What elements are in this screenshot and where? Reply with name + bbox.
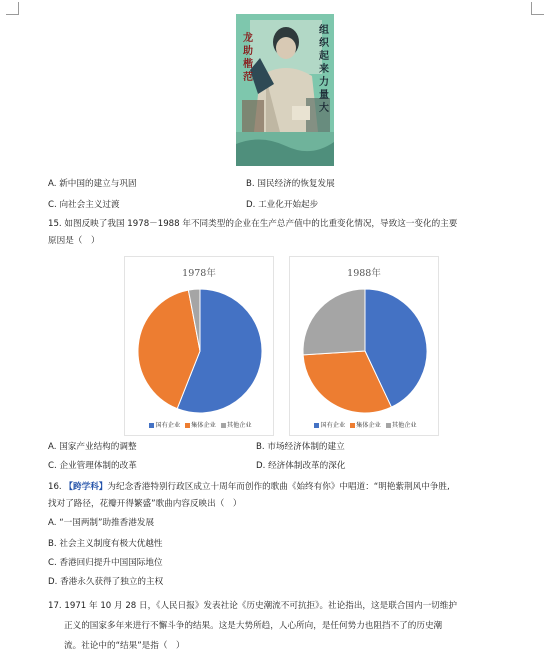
legend-swatch-other — [221, 423, 226, 428]
legend-label-collective: 集体企业 — [356, 422, 381, 429]
legend-label-state: 国有企业 — [155, 422, 181, 429]
legend-label-collective: 集体企业 — [191, 422, 216, 429]
chart-title-1978: 1978年 — [182, 268, 216, 279]
q16-option-c: C. 香港回归提升中国国际地位 — [48, 558, 163, 568]
legend-swatch-collective — [350, 423, 355, 428]
q17-stem-line1: 17. 1971 年 10 月 28 日，《人民日报》发表社论《历史潮流不可抗拒》。社论指出，这是联合国内一切维护 — [48, 601, 457, 611]
chart-1978 — [124, 256, 274, 436]
q14-option-b: B. 国民经济的恢复发展 — [246, 179, 335, 189]
legend-swatch-other — [386, 423, 391, 428]
q17-stem-line2: 正义的国家多年来进行不懈斗争的结果。这是大势所趋，人心所向，是任何势力也阻挡不了的历史潮 — [64, 621, 443, 631]
q16-number: 16. — [48, 482, 62, 492]
legend-swatch-state — [149, 423, 154, 428]
q16-tag: 【跨学科】 — [64, 482, 108, 492]
pie-slice-other — [303, 289, 365, 355]
q16-option-d: D. 香港永久获得了独立的主权 — [48, 577, 164, 587]
legend-label-other: 其他企业 — [391, 422, 417, 429]
crop-mark-top-left — [6, 2, 19, 15]
q17-stem-line3: 流。社论中的“结果”是指（ ） — [64, 641, 185, 651]
legend-label-state: 国有企业 — [320, 422, 346, 429]
q16-option-a: A. “一国两制”助推香港发展 — [48, 518, 155, 528]
legend-label-other: 其他企业 — [226, 422, 252, 429]
crop-mark-top-right — [531, 2, 544, 15]
chart-1988 — [289, 256, 439, 436]
q14-option-a: A. 新中国的建立与巩固 — [48, 179, 137, 189]
q14-option-d: D. 工业化开始起步 — [246, 200, 319, 210]
pie-chart-1978 — [136, 287, 264, 415]
q15-stem-line2: 原因是（ ） — [48, 236, 100, 246]
poster-left-slogan: 龙助楷范 — [243, 33, 253, 83]
q15-option-c: C. 企业管理体制的改革 — [48, 461, 137, 471]
chart-title-1988: 1988年 — [347, 268, 381, 279]
chart-legend-1988 — [290, 420, 438, 429]
q15-option-a: A. 国家产业结构的调整 — [48, 442, 137, 452]
q15-option-d: D. 经济体制改革的深化 — [256, 461, 346, 471]
q16-option-b: B. 社会主义制度有极大优越性 — [48, 539, 163, 549]
q16-stem-line1 — [48, 481, 450, 494]
q15-stem-line1: 15. 如图反映了我国 1978－1988 年不同类型的企业在生产总产值中的比重变化情况，导致这一变化的主要 — [48, 219, 458, 229]
q15-option-b: B. 市场经济体制的建立 — [256, 442, 345, 452]
q16-stem-text: 为纪念香港特别行政区成立十周年而创作的歌曲《始终有你》中唱道：“明艳紫荆风中争胜, — [107, 482, 450, 492]
legend-swatch-collective — [185, 423, 190, 428]
legend-swatch-state — [314, 423, 319, 428]
propaganda-poster-image — [236, 14, 334, 166]
pie-chart-1988 — [301, 287, 429, 415]
poster-right-slogan: 组织起来力量大 — [319, 25, 329, 114]
q16-stem-line2: 找对了路径，花瓣开得繁盛”歌曲内容反映出（ ） — [48, 499, 242, 509]
q14-option-c: C. 向社会主义过渡 — [48, 200, 120, 210]
chart-legend-1978 — [125, 420, 273, 429]
